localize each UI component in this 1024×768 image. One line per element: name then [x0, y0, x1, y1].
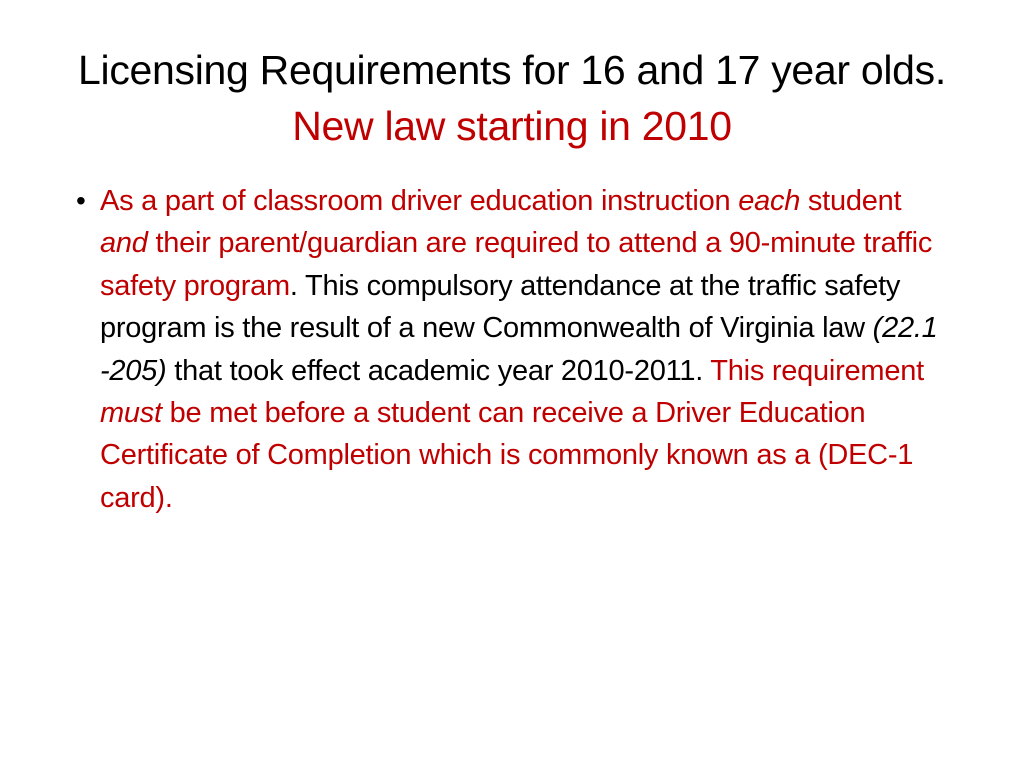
title-main: Licensing Requirements for 16 and 17 year olds.: [78, 47, 946, 93]
bullet-part-5: their parent/guardian are required to attend a 90-minute traffic safety program: [100, 227, 933, 302]
title-highlight: New law starting in 2010: [292, 103, 732, 149]
bullet-list: [76, 180, 956, 519]
bullet-part-2: each: [738, 185, 801, 217]
bullet-part-1: As a part of classroom driver education instruction: [100, 185, 739, 217]
bullet-part-11: be met before a student can receive a Driver Education Certificate of Completion which is commonly known as a (DEC-1 card).: [100, 397, 914, 514]
bullet-part-9: This requirement: [710, 354, 924, 387]
bullet-part-4: and: [100, 227, 148, 260]
bullet-icon: •: [76, 185, 86, 216]
bullet-part-3: student: [800, 185, 902, 217]
bullet-part-7: (22.1 -205): [100, 312, 938, 387]
bullet-part-10: must: [100, 397, 162, 430]
slide-title: [60, 42, 964, 154]
bullet-part-8: that took effect academic year 2010-2011.: [166, 354, 711, 387]
bullet-part-6: . This compulsory attendance at the traffic safety program is the result of a new Commonwealth of Virginia law: [100, 269, 901, 345]
bullet-item: [76, 180, 956, 519]
bullet-text: [100, 180, 952, 519]
